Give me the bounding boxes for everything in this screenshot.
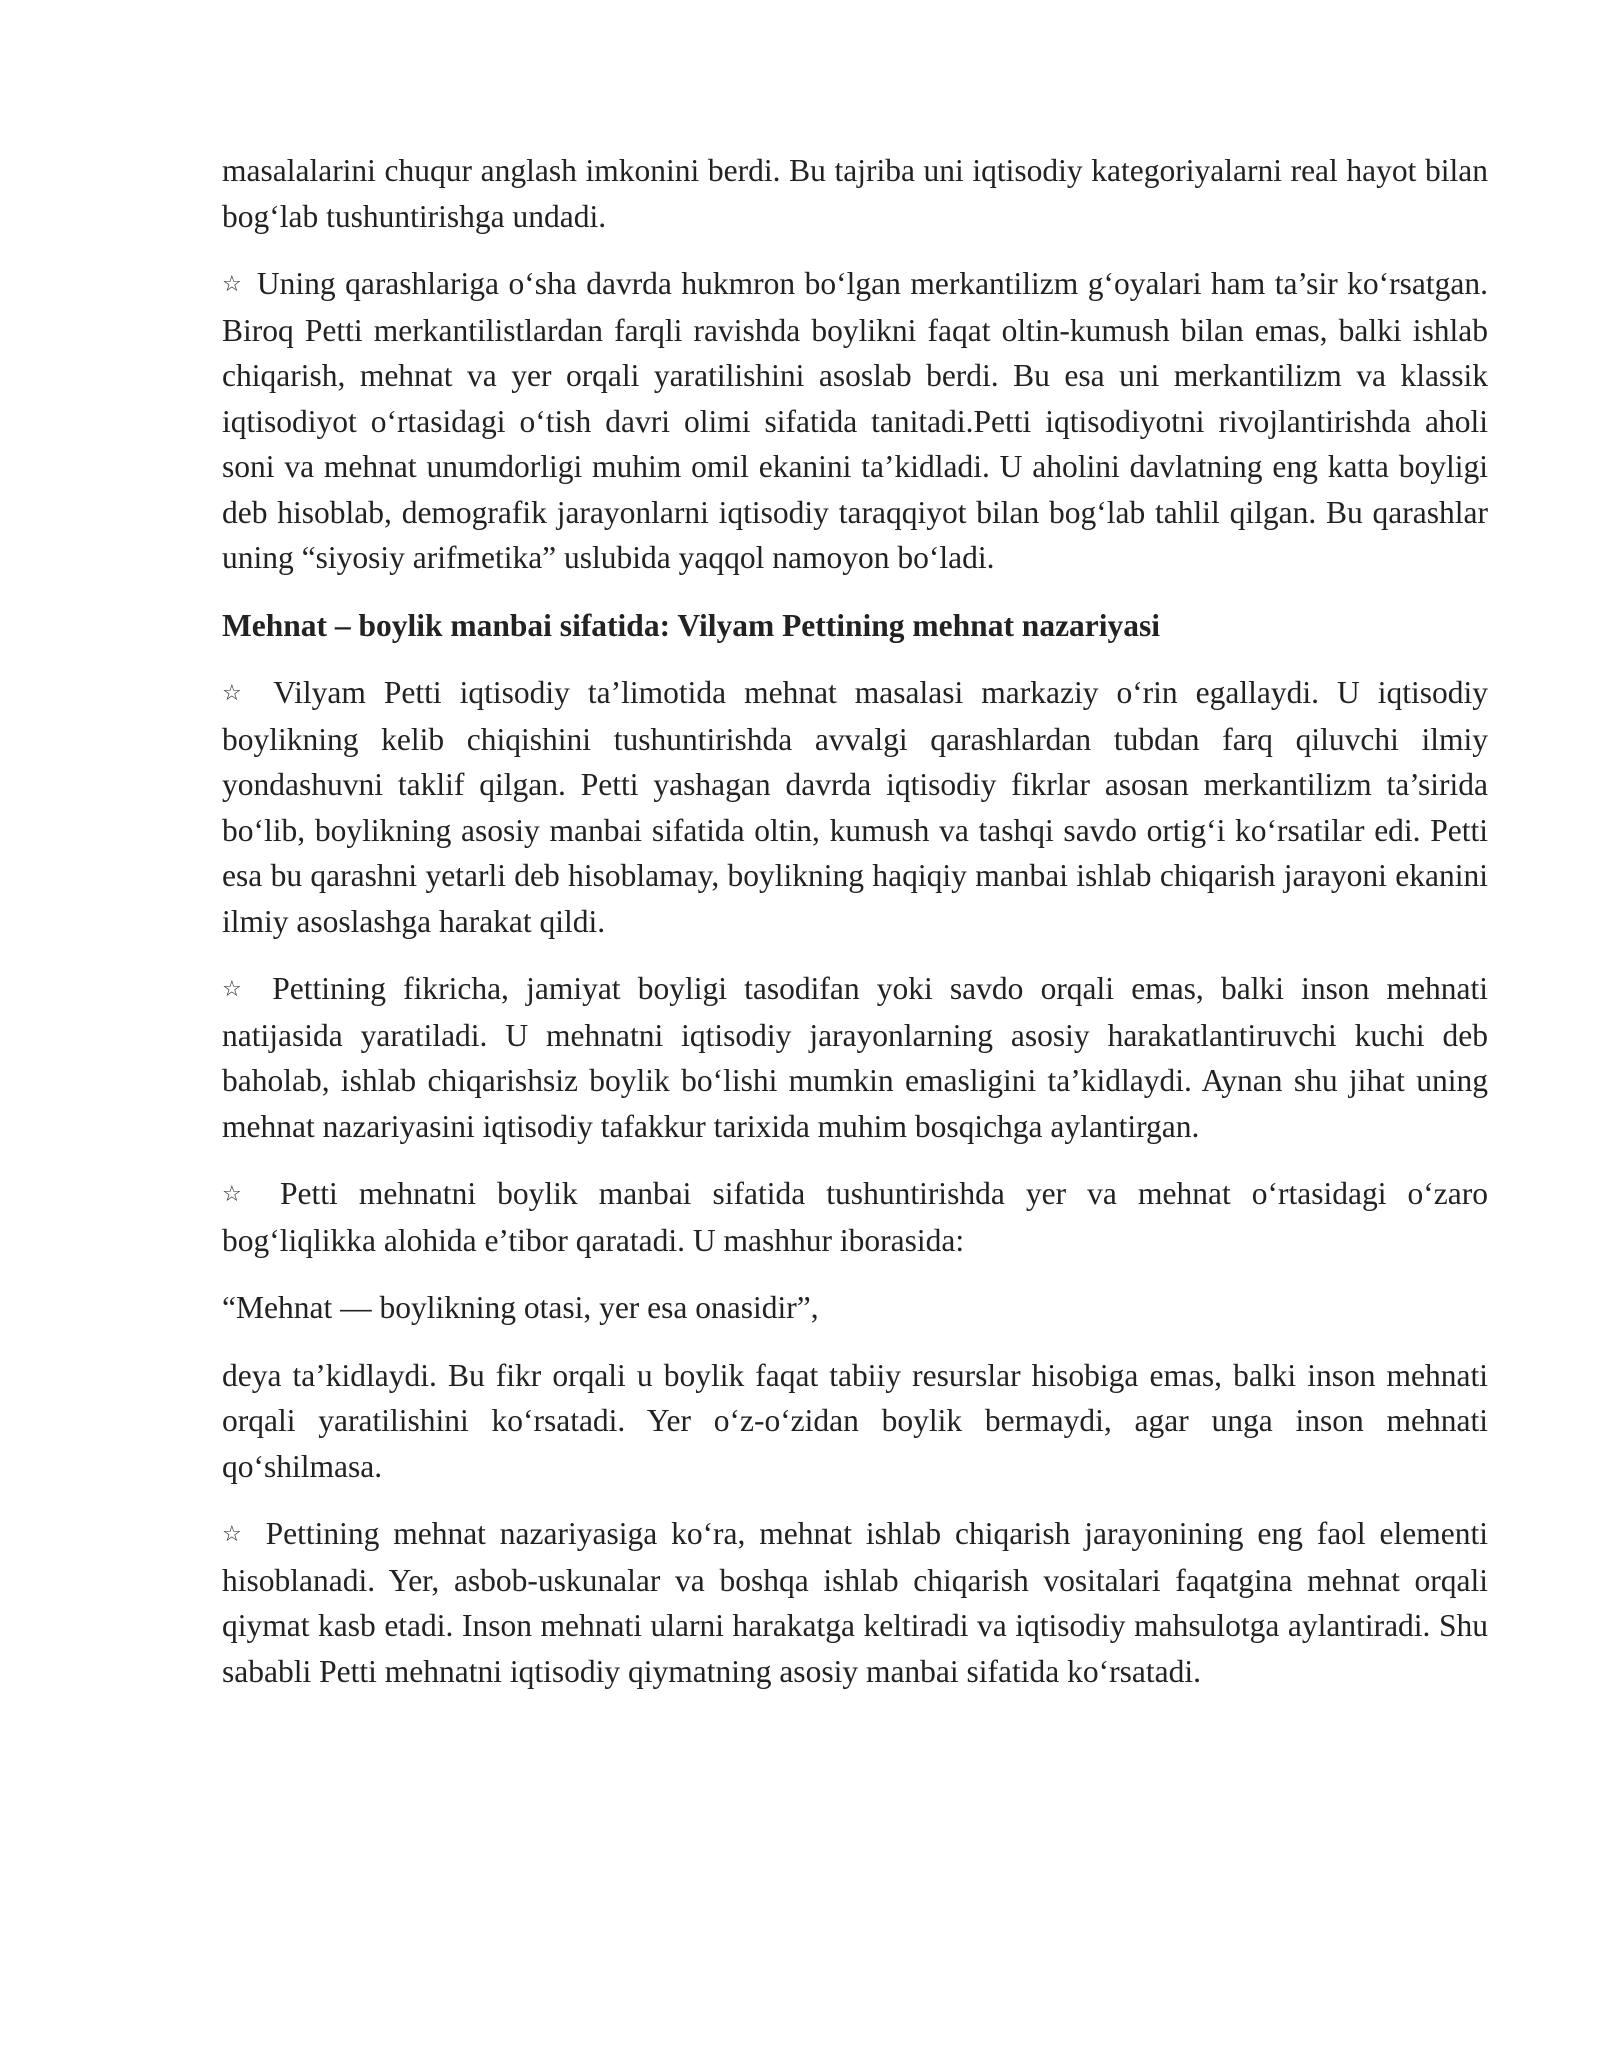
paragraph-society-wealth	[222, 966, 1488, 1149]
section-heading: Mehnat – boylik manbai sifatida: Vilyam Pettining mehnat nazariyasi	[222, 607, 1161, 643]
paragraph-mercantilism	[222, 261, 1488, 581]
star-outline-icon: ☆	[222, 977, 252, 1002]
paragraph-land-labor	[222, 1171, 1488, 1263]
paragraph-text: Vilyam Petti iqtisodiy ta’limotida mehnat masalasi markaziy o‘rin egallaydi. U iqtisodiy boylikning kelib chiqishini tushuntirishda avvalgi qarashlardan tubdan farq qiluvchi ilmiy yondashuvni taklif qilgan. Petti yashagan davrda iqtisodiy fikrlar asosan merkantilizm ta’sirida bo‘lib, boylikning asosiy manbai sifatida oltin, kumush va tashqi savdo ortig‘i ko‘rsatilar edi. Petti esa bu qarashni yetarli deb hisoblamay, boylikning haqiqiy manbai ishlab chiqarish jarayoni ekanini ilmiy asoslashga harakat qildi.	[222, 675, 1488, 939]
star-outline-icon: ☆	[222, 681, 252, 706]
paragraph-labor-central	[222, 670, 1488, 944]
star-outline-icon: ☆	[222, 1522, 248, 1547]
paragraph-labor-theory	[222, 1511, 1488, 1694]
paragraph-text: Pettining fikricha, jamiyat boyligi tasodifan yoki savdo orqali emas, balki inson mehnati natijasida yaratiladi. U mehnatni iqtisodiy jarayonlarning asosiy harakatlantiruvchi kuchi deb baholab, ishlab chiqarishsiz boylik bo‘lishi mumkin emasligini ta’kidlaydi. Aynan shu jihat uning mehnat nazariyasini iqtisodiy tafakkur tarixida muhim bosqichga aylantirgan.	[222, 971, 1489, 1144]
paragraph-text: Pettining mehnat nazariyasiga ko‘ra, mehnat ishlab chiqarish jarayonining eng faol elementi hisoblanadi. Yer, asbob-uskunalar va boshqa ishlab chiqarish vositalari faqatgina mehnat orqali qiymat kasb etadi. Inson mehnati ularni harakatga keltiradi va iqtisodiy mahsulotga aylantiradi. Shu sababli Petti mehnatni iqtisodiy qiymatning asosiy manbai sifatida ko‘rsatadi.	[222, 1516, 1488, 1689]
star-outline-icon: ☆	[222, 272, 244, 297]
quote-line: “Mehnat — boylikning otasi, yer esa onasidir”,	[222, 1290, 819, 1325]
paragraph-after-quote: deya ta’kidlaydi. Bu fikr orqali u boylik faqat tabiiy resurslar hisobiga emas, balki inson mehnati orqali yaratilishini ko‘rsatadi. Yer o‘z-o‘zidan boylik bermaydi, agar unga inson mehnati qo‘shilmasa.	[222, 1357, 1488, 1484]
star-outline-icon: ☆	[222, 1182, 255, 1207]
paragraph-intro-continuation: masalalarini chuqur anglash imkonini berdi. Bu tajriba uni iqtisodiy kategoriyalarni real hayot bilan bog‘lab tushuntirishga undadi.	[222, 153, 1488, 234]
document-page	[222, 148, 1488, 1716]
paragraph-text: Uning qarashlariga o‘sha davrda hukmron bo‘lgan merkantilizm g‘oyalari ham ta’sir ko‘rsatgan. Biroq Petti merkantilistlardan farqli ravishda boylikni faqat oltin-kumush bilan emas, balki ishlab chiqarish, mehnat va yer orqali yaratilishini asoslab berdi. Bu esa uni merkantilizm va klassik iqtisodiyot o‘rtasidagi o‘tish davri olimi sifatida tanitadi.Petti iqtisodiyotni rivojlantirishda aholi soni va mehnat unumdorligi muhim omil ekanini ta’kidladi. U aholini davlatning eng katta boyligi deb hisoblab, demografik jarayonlarni iqtisodiy taraqqiyot bilan bog‘lab tahlil qilgan. Bu qarashlar uning “siyosiy arifmetika” uslubida yaqqol namoyon bo‘ladi.	[222, 266, 1488, 575]
paragraph-text: Petti mehnatni boylik manbai sifatida tushuntirishda yer va mehnat o‘rtasidagi o‘zaro bog‘liqlikka alohida e’tibor qaratadi. U mashhur iborasida:	[222, 1176, 1489, 1258]
